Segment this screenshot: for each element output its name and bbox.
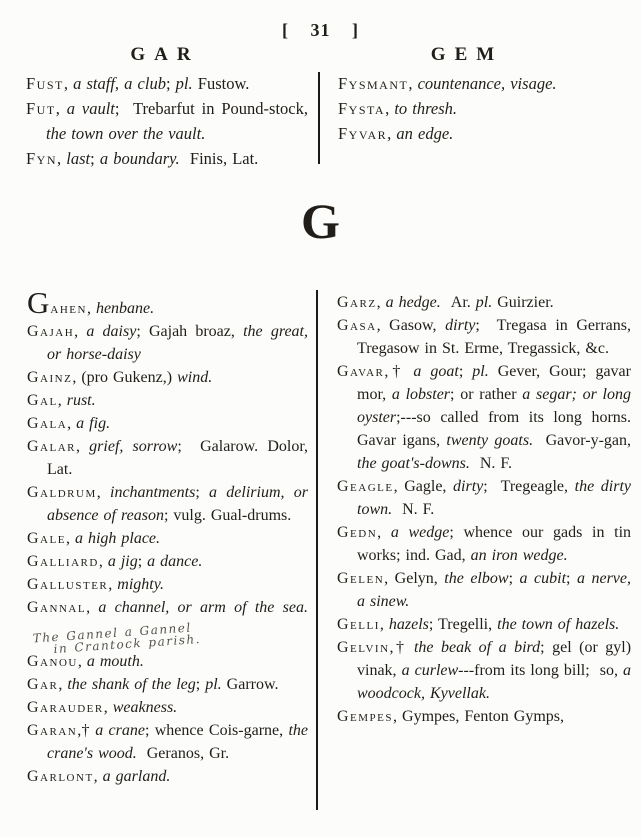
dictionary-entry xyxy=(26,71,308,96)
definition-italic: a nerve, a sinew. xyxy=(357,570,632,610)
text-roman: , Gasow, xyxy=(376,317,446,334)
text-roman: ; Tregeagle, xyxy=(483,478,575,495)
dictionary-entry xyxy=(27,550,308,573)
text-roman: ; Trebarfut in Pound-stock, xyxy=(114,99,308,118)
text-roman: , Gympes, Fenton Gymps, xyxy=(393,708,565,725)
text-roman: ---from its long bill; so, xyxy=(458,662,623,679)
definition-italic: a boundary. xyxy=(99,149,180,168)
text-roman: , xyxy=(379,616,389,633)
definition-italic: weakness. xyxy=(112,699,178,716)
text-roman: ; Tregasa in Gerrans, Tregasow in St. Erme, Tregassick, &c. xyxy=(357,317,632,357)
text-roman: , xyxy=(67,415,77,432)
text-roman: , xyxy=(74,323,87,340)
dictionary-entry xyxy=(27,765,308,788)
definition-italic: a fig. xyxy=(76,415,111,432)
text-roman: , xyxy=(77,653,87,670)
text-roman: ;---so called from its long horns. Gavar igans, xyxy=(357,409,631,449)
headword: Fut xyxy=(26,99,56,118)
text-roman: ; xyxy=(165,74,176,93)
dictionary-entry xyxy=(27,389,308,412)
page-number: [ 31 ] xyxy=(282,20,359,40)
dictionary-entry xyxy=(26,146,308,171)
definition-italic: to thresh. xyxy=(394,99,458,118)
text-roman: Gever, Gour; gavar mor, xyxy=(357,363,631,403)
dictionary-entry xyxy=(337,360,631,475)
definition-italic: the dirty town. xyxy=(357,478,631,518)
definition-italic: pl. xyxy=(205,676,222,693)
text-roman: , xyxy=(103,699,113,716)
dictionary-entry xyxy=(338,121,630,146)
definition-italic: a cubit xyxy=(519,570,567,587)
definition-italic: wind. xyxy=(177,369,213,386)
headword: Fyn xyxy=(26,149,58,168)
text-roman: Guirzier. xyxy=(492,294,554,311)
text-roman: , xyxy=(55,99,67,118)
definition-italic: pl. xyxy=(475,294,493,311)
headword: Galliard xyxy=(27,553,99,570)
dictionary-entry xyxy=(337,613,631,636)
headword: Garlont xyxy=(27,768,94,785)
text-roman: , xyxy=(96,484,110,501)
headword: Galdrum xyxy=(27,484,97,501)
dictionary-entry xyxy=(27,435,308,481)
definition-italic: countenance, visage. xyxy=(417,74,557,93)
text-roman: ; whence our gads in tin works; ind. Gad, xyxy=(357,524,632,564)
headword: Gelli xyxy=(337,616,380,633)
definition-italic: a segar; or long oyster xyxy=(357,386,631,426)
text-roman: ; xyxy=(137,553,148,570)
headword: Gainz xyxy=(27,369,73,386)
text-roman: ; or rather xyxy=(450,386,523,403)
headword: Garan xyxy=(27,722,78,739)
definition-italic: a dance. xyxy=(147,553,203,570)
headword: Galluster xyxy=(27,576,109,593)
definition-italic: dirty xyxy=(445,317,476,334)
definition-italic: the town over the vault. xyxy=(46,124,206,143)
dictionary-entry xyxy=(337,567,631,613)
definition-italic: an edge. xyxy=(396,124,454,143)
text-roman: ; xyxy=(195,676,206,693)
definition-italic: a mouth. xyxy=(86,653,144,670)
headword: Gelen xyxy=(337,570,385,587)
definition-italic: a wedge xyxy=(390,524,450,541)
headword: Fysmant xyxy=(338,74,409,93)
dictionary-entry xyxy=(27,481,308,527)
text-roman: , xyxy=(385,99,395,118)
headword: Garz xyxy=(337,294,377,311)
text-roman: , xyxy=(58,676,68,693)
text-roman: ; Gajah broaz, xyxy=(136,323,244,340)
dictionary-entry xyxy=(337,314,631,360)
headword: Gasa xyxy=(337,317,377,334)
text-roman: ; whence Cois-garne, xyxy=(144,722,289,739)
text-roman: ; vulg. Gual-drums. xyxy=(163,507,292,524)
dictionary-entry xyxy=(337,636,631,705)
headword: Gale xyxy=(27,530,66,547)
text-roman: , xyxy=(376,294,386,311)
headword: ahen xyxy=(50,300,87,317)
definition-italic: a hedge. xyxy=(385,294,441,311)
text-roman: , xyxy=(98,553,108,570)
text-roman: , xyxy=(108,576,118,593)
text-roman: ,† xyxy=(77,722,96,739)
definition-italic: the town of hazels. xyxy=(497,616,620,633)
dictionary-entry xyxy=(27,596,308,657)
headword: Galar xyxy=(27,438,76,455)
dictionary-entry xyxy=(27,320,308,366)
dictionary-entry xyxy=(337,291,631,314)
text-roman: ; xyxy=(566,570,577,587)
text-roman: ; xyxy=(90,149,100,168)
definition-italic: the goat's-downs. xyxy=(357,455,470,472)
text-roman: , Gagle, xyxy=(393,478,454,495)
definition-italic: a daisy xyxy=(86,323,137,340)
dictionary-entry xyxy=(26,96,308,146)
definition-italic: a staff, a club xyxy=(73,74,166,93)
dictionary-entry xyxy=(27,285,308,320)
dictionary-entry xyxy=(338,71,630,96)
running-head-right: GEM xyxy=(430,44,504,65)
headword: Fyvar xyxy=(338,124,388,143)
main-left-column xyxy=(27,285,309,788)
text-roman: , xyxy=(63,74,74,93)
text-roman: , xyxy=(86,300,96,317)
definition-italic: the elbow xyxy=(444,570,509,587)
text-roman: ; xyxy=(195,484,210,501)
definition-italic: a vault xyxy=(66,99,115,118)
text-roman: Ar. xyxy=(440,294,476,311)
definition-italic: the great, or horse-daisy xyxy=(47,323,308,363)
headword: Gelvin xyxy=(337,639,390,656)
definition-italic: a lobster xyxy=(391,386,451,403)
headword: Gannal xyxy=(27,599,87,616)
text-roman: ; Galarow. Dolor, Lat. xyxy=(47,438,309,478)
definition-italic: a garland. xyxy=(102,768,171,785)
headword: Garauder xyxy=(27,699,104,716)
definition-italic: pl. xyxy=(175,74,193,93)
definition-italic: twenty goats. xyxy=(446,432,534,449)
definition-italic: the shank of the leg xyxy=(67,676,196,693)
text-roman: , (pro Gukenz,) xyxy=(72,369,178,386)
text-roman: N. F. xyxy=(469,455,513,472)
dictionary-entry xyxy=(27,673,308,696)
definition-italic: a crane xyxy=(95,722,145,739)
definition-italic: a jig xyxy=(107,553,138,570)
text-roman: , xyxy=(93,768,103,785)
definition-italic: rust. xyxy=(66,392,96,409)
dictionary-entry xyxy=(337,521,631,567)
text-roman: , xyxy=(86,599,99,616)
dictionary-entry xyxy=(338,96,630,121)
headword: Gajah xyxy=(27,323,75,340)
headword: Geagle xyxy=(337,478,394,495)
text-roman: Gavor-y-gan, xyxy=(533,432,632,449)
text-roman: N. F. xyxy=(392,501,435,518)
headword: Gal xyxy=(27,392,58,409)
dictionary-entry xyxy=(27,366,308,389)
running-head-left: GAR xyxy=(130,44,200,65)
text-roman: , xyxy=(65,530,75,547)
definition-italic: a curlew xyxy=(401,662,459,679)
text-roman: ; gel (or gyl) vinak, xyxy=(357,639,632,679)
definition-italic: inchantments xyxy=(110,484,196,501)
definition-italic: the crane's wood. xyxy=(47,722,309,762)
text-roman: ,† xyxy=(384,363,414,380)
text-roman: , xyxy=(408,74,418,93)
text-roman: , xyxy=(76,438,90,455)
top-right-column xyxy=(338,71,630,146)
headword: Gala xyxy=(27,415,68,432)
dictionary-entry xyxy=(27,719,308,765)
section-letter: G xyxy=(301,193,340,249)
text-roman: Geranos, Gr. xyxy=(136,745,230,762)
handwritten-annotation: The Gannel a Gannel in Crantock parish. xyxy=(32,620,202,657)
text-roman: ; xyxy=(508,570,520,587)
headword: Fysta xyxy=(338,99,386,118)
definition-italic: last xyxy=(66,149,91,168)
headword: Gar xyxy=(27,676,59,693)
definition-italic: grief, sorrow xyxy=(89,438,178,455)
headword: Ganou xyxy=(27,653,78,670)
definition-italic: pl. xyxy=(472,363,489,380)
definition-italic: a high place. xyxy=(74,530,161,547)
dictionary-entry xyxy=(27,696,308,719)
text-roman: Fustow. xyxy=(192,74,250,93)
text-roman: , xyxy=(377,524,391,541)
text-roman: , xyxy=(387,124,397,143)
headword: Gavar xyxy=(337,363,385,380)
definition-italic: dirty xyxy=(453,478,484,495)
dictionary-entry xyxy=(27,573,308,596)
main-right-column xyxy=(337,291,631,728)
headword: Fust xyxy=(26,74,64,93)
text-roman: ; Tregelli, xyxy=(428,616,498,633)
headword-dropcap: G xyxy=(27,285,51,320)
headword: Gempes xyxy=(337,708,394,725)
headword: Gedn xyxy=(337,524,378,541)
dictionary-entry xyxy=(27,527,308,550)
column-divider-top xyxy=(318,72,320,164)
top-left-column xyxy=(26,71,308,171)
dictionary-entry xyxy=(337,705,631,728)
definition-italic: henbane. xyxy=(95,300,155,317)
text-roman: Garrow. xyxy=(221,676,279,693)
dictionary-entry xyxy=(27,412,308,435)
definition-italic: a channel, or arm of the sea. xyxy=(98,599,308,616)
definition-italic: a goat xyxy=(413,363,459,380)
column-divider-main xyxy=(316,290,318,810)
text-roman: , xyxy=(57,392,67,409)
definition-italic: the beak of a bird xyxy=(413,639,541,656)
definition-italic: an iron wedge. xyxy=(470,547,568,564)
definition-italic: a woodcock, Kyvellak. xyxy=(357,662,631,702)
text-roman: , Gelyn, xyxy=(384,570,445,587)
text-roman: Finis, Lat. xyxy=(179,149,259,168)
definition-italic: a delirium, or absence of reason xyxy=(47,484,308,524)
dictionary-entry xyxy=(337,475,631,521)
definition-italic: hazels xyxy=(388,616,429,633)
definition-italic: mighty. xyxy=(117,576,164,593)
text-roman: ,† xyxy=(389,639,414,656)
text-roman: , xyxy=(57,149,67,168)
text-roman: ; xyxy=(458,363,473,380)
